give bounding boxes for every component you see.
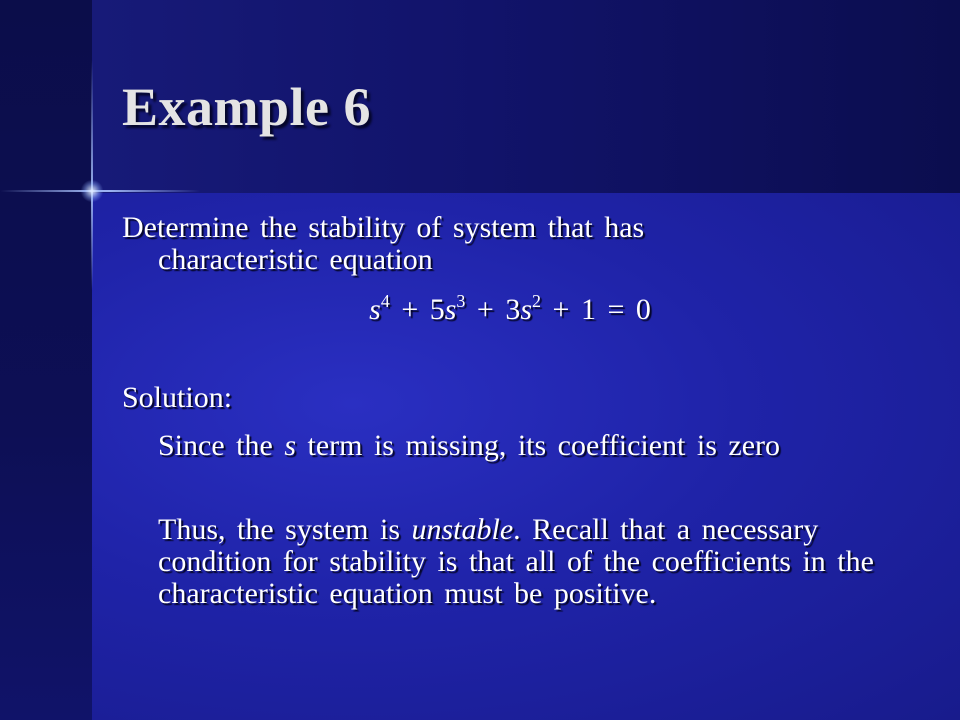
light-flare-center [80,180,104,202]
thus-emphasis: unstable [411,513,514,546]
equation-term-2: + 5 [389,293,445,326]
equation-tail: + 1 = 0 [541,293,651,326]
characteristic-equation [300,291,720,326]
solution-label: Solution: [122,381,233,414]
thus-post: . Recall that a necessary condition for stability is that all of the coefficients in the characteristic equation must be positive. [158,513,874,610]
slide-title: Example 6 [122,77,372,137]
equation-exp-3: 3 [456,291,466,311]
thus-paragraph [158,514,898,610]
equation-term-3: + 3 [465,293,521,326]
light-flare-vertical [91,60,93,290]
equation-var-1: s [369,293,381,326]
since-sentence [158,430,918,462]
left-background-panel [0,0,92,720]
problem-line-2: characteristic equation [158,243,433,276]
problem-statement [122,212,822,276]
since-pre: Since the [158,429,285,462]
thus-pre: Thus, the system is [158,513,412,546]
since-var: s [284,429,296,462]
problem-line-1: Determine the stability of system that has [122,211,645,244]
equation-exp-4: 4 [380,291,390,311]
equation-var-3: s [520,293,533,326]
equation-var-2: s [444,293,457,326]
since-post: term is missing, its coefficient is zero [296,429,781,462]
equation-exp-2: 2 [532,291,542,311]
